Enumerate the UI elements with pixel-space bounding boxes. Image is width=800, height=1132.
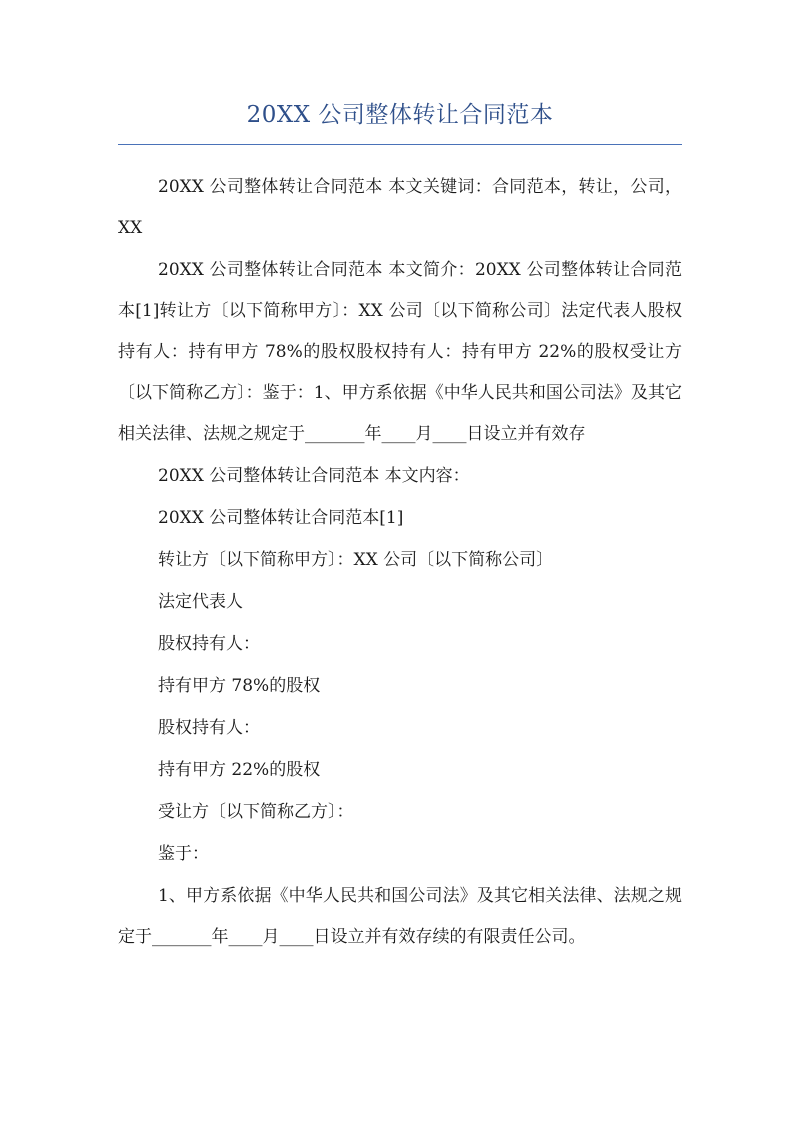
paragraph-keywords: 20XX 公司整体转让合同范本 本文关键词：合同范本，转让，公司，XX — [118, 177, 682, 238]
paragraph-shareholding-22: 持有甲方 22%的股权 — [158, 760, 321, 780]
paragraph-shareholder-1: 股权持有人： — [158, 634, 260, 654]
paragraph-transferor: 转让方〔以下简称甲方〕：XX 公司〔以下简称公司〕 — [158, 550, 554, 570]
paragraph-contract-title: 20XX 公司整体转让合同范本[1] — [158, 508, 404, 528]
document-title: 20XX 公司整体转让合同范本 — [246, 102, 554, 128]
paragraph-content-heading: 20XX 公司整体转让合同范本 本文内容： — [158, 466, 470, 486]
paragraph-shareholding-78: 持有甲方 78%的股权 — [158, 676, 321, 696]
paragraph-clause-1: 1、甲方系依据《中华人民共和国公司法》及其它相关法律、法规之规定于_______年____月____日设立并有效存续的有限责任公司。 — [118, 886, 682, 947]
paragraph-summary: 20XX 公司整体转让合同范本 本文简介：20XX 公司整体转让合同范本[1]转让方〔以下简称甲方〕：XX 公司〔以下简称公司〕法定代表人股权持有人：持有甲方 78%的股权股权持有人：持有甲方 22%的股权受让方〔以下简称乙方〕：鉴于：1、甲方系依据《中华人民共和国公司法》及其它相关法律、法规之规定于_______年____月____日设立并有效存 — [118, 260, 682, 444]
title-underline — [118, 144, 682, 145]
paragraph-shareholder-2: 股权持有人： — [158, 718, 260, 738]
paragraph-transferee: 受让方〔以下简称乙方〕： — [158, 802, 354, 822]
paragraph-legal-representative: 法定代表人 — [158, 592, 243, 612]
document-body — [118, 167, 682, 958]
paragraph-whereas: 鉴于： — [158, 844, 209, 864]
